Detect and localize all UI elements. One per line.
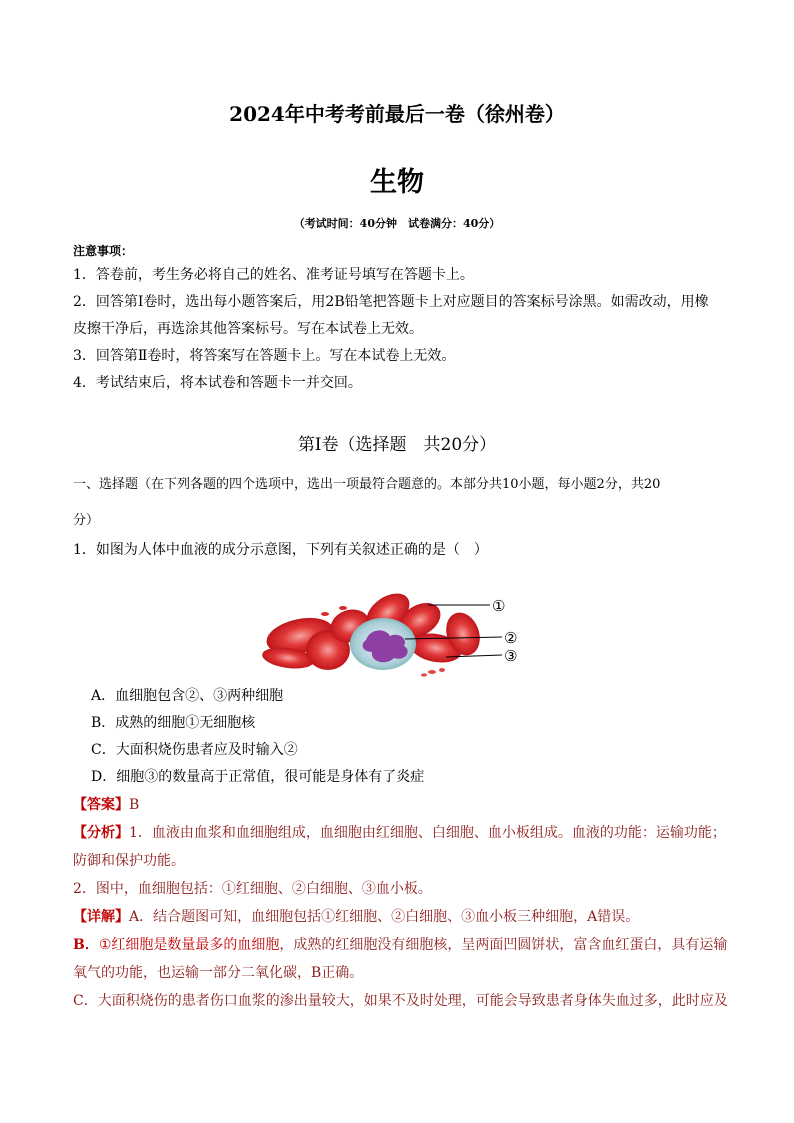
- page-title: 2024年中考考前最后一卷（徐州卷）: [229, 102, 565, 126]
- mcq-intro-line: 分）: [73, 513, 100, 528]
- notes-section: [73, 240, 733, 397]
- answer-line: [73, 791, 733, 819]
- detail-a: A．结合题图可知，血细胞包括①红细胞、②白细胞、③血小板三种细胞，A错误。: [129, 909, 640, 925]
- white-blood-cell: [350, 618, 416, 670]
- analysis-line: 防御和保护功能。: [73, 853, 185, 869]
- detail-line: C．大面积烧伤的患者伤口血浆的渗出量较大，如果不及时处理，可能会导致患者身体失血过多，此时应及: [73, 993, 728, 1009]
- detail-line: [73, 903, 733, 931]
- analysis-text: 1．血液由血浆和血细胞组成，血细胞由红细胞、白细胞、血小板组成。血液的功能：运输功能；: [129, 825, 726, 841]
- note-item: 4．考试结束后，将本试卷和答题卡一并交回。: [73, 375, 362, 391]
- options-list: [91, 683, 731, 791]
- subject-title: 生物: [370, 167, 424, 198]
- analysis-line: 2．图中，血细胞包括：①红细胞、②白细胞、③血小板。: [73, 881, 432, 897]
- detail-tag: 【详解】: [73, 909, 129, 925]
- detail-b-prefix: B．: [73, 937, 99, 953]
- notes-heading: 注意事项：: [73, 244, 134, 258]
- option-d: D．细胞③的数量高于正常值，很可能是身体有了炎症: [91, 769, 425, 785]
- mcq-intro-line: 一、选择题（在下列各题的四个选项中，选出一项最符合题意的。本部分共10小题，每小题2分，共20: [73, 477, 661, 492]
- note-item: 皮擦干净后，再选涂其他答案标号。写在本试卷上无效。: [73, 321, 423, 337]
- answer-tag: 【答案】: [73, 797, 129, 813]
- platelets: [421, 668, 445, 677]
- analysis-tag: 【分析】: [73, 825, 129, 841]
- detail-line: 氧气的功能，也运输一部分二氧化碳，B正确。: [73, 965, 364, 981]
- answer-section: [73, 791, 733, 1015]
- section-title: 第Ⅰ卷（选择题 共20分）: [297, 435, 497, 455]
- detail-b-rest: ，成熟的红细胞没有细胞核，呈两面凹圆饼状，富含血红蛋白，具有运输: [279, 937, 728, 953]
- figure-label: ②: [504, 629, 518, 647]
- question-stem: 1．如图为人体中血液的成分示意图，下列有关叙述正确的是（ ）: [73, 542, 488, 558]
- note-item: 3．回答第Ⅱ卷时，将答案写在答题卡上。写在本试卷上无效。: [73, 348, 456, 364]
- option-b: B．成熟的细胞①无细胞核: [91, 715, 256, 731]
- answer-value: B: [129, 797, 140, 813]
- exam-info: （考试时间：40分钟 试卷满分：40分）: [293, 217, 501, 230]
- blood-components-figure: [258, 586, 538, 678]
- mcq-intro: [73, 467, 733, 539]
- figure-label: ①: [492, 597, 506, 615]
- option-c: C．大面积烧伤患者应及时输入②: [91, 742, 298, 758]
- analysis-line: [73, 819, 733, 847]
- detail-line: [73, 931, 733, 959]
- detail-b-highlight: ①红细胞是数量最多的血细胞: [98, 937, 280, 953]
- note-item: 2．回答第Ⅰ卷时，选出每小题答案后，用2B铅笔把答题卡上对应题目的答案标号涂黑。如需改动，用橡: [73, 294, 709, 310]
- note-item: 1．答卷前，考生务必将自己的姓名、准考证号填写在答题卡上。: [73, 267, 474, 283]
- option-a: A．血细胞包含②、③两种细胞: [91, 688, 284, 704]
- figure-label: ③: [504, 647, 518, 665]
